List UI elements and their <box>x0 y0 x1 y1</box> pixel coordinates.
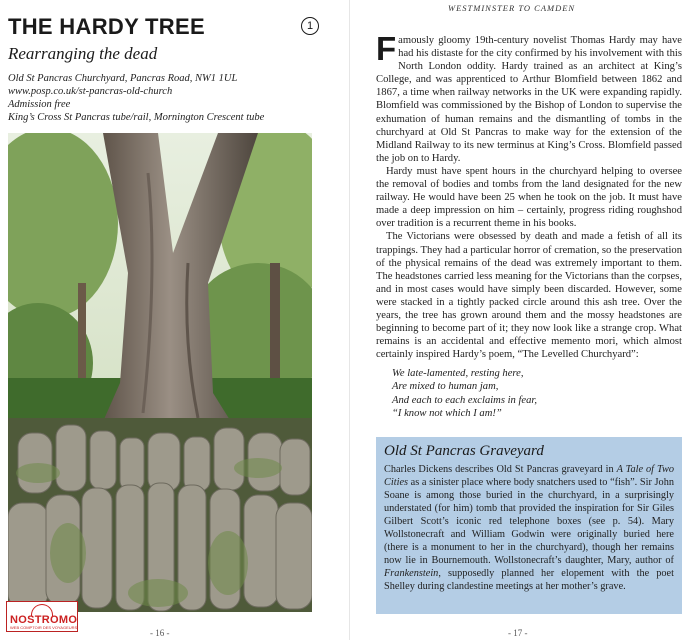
page-number-left: - 16 - <box>150 628 170 638</box>
info-transport: King’s Cross St Pancras tube/rail, Mornington Crescent tube <box>8 112 265 123</box>
drop-cap: F <box>376 30 397 67</box>
logo-name: NOSTROMO <box>10 614 78 626</box>
paragraph-1 <box>376 30 682 165</box>
sidebar-title: Old St Pancras Graveyard <box>384 443 544 459</box>
paragraph-1-text: amously gloomy 19th-century novelist Thomas Hardy may have had his distaste for the city confirmed by his involvement with this North London oddity. Hardy trained as an architect at King’s College, and was apprenticed to Arthur Blomfield between 1862 and 1867, a time when railway networks in the UK were expanding rapidly. Blomfield was commissioned by the Bishop of London to supervise the exhumation of human remains and the dismantling of tombs in the churchyard at Old St Pancras to make way for the extension of the Midland Railway to its new terminus at King’s Cross. Blomfield passed the job on to Hardy. <box>376 35 682 164</box>
poem-line: And each to each exclaims in fear, <box>392 394 538 406</box>
info-address: Old St Pancras Churchyard, Pancras Road, NW1 1UL <box>8 73 238 84</box>
sidebar-text-part: as a sinister place where body snatchers used to “fish”. Sir John Soane is among those buried in the churchyard, in a surprisingly understated (for him) tomb that provided the inspiration for Sir Giles Gilbert Scott’s iconic red telephone boxes (see p. 54). Mary Wollstonecraft and William Godwin were originally buried here (there is a monument to her in the churchyard), though her remains now lie in Bournemouth. Wollstonecraft’s daughter, Mary, author of <box>384 477 674 566</box>
book-title-tale-of-two-cities: A Tale of Two Cities <box>384 464 674 488</box>
chapter-number-badge: 1 <box>301 17 319 35</box>
sidebar-text-part: Charles Dickens describes Old St Pancras graveyard in <box>384 464 617 475</box>
poem-line: “I know not which I am!” <box>392 407 502 419</box>
poem-quote <box>392 367 682 419</box>
info-website: www.posp.co.uk/st-pancras-old-church <box>8 86 173 97</box>
info-admission: Admission free <box>8 99 71 110</box>
nostromo-logo <box>6 601 78 632</box>
paragraph-3: The Victorians were obsessed by death and made a fetish of all its trappings. They had a particular horror of cremation, so the preservation of the physical remains of the dead was extremely important to them. The headstones carried less meaning for the Victorians than the corpses, and in most cases would have simply been discarded. However, some were stacked in a tightly packed circle around this ash tree. Over the years, the tree has grown around them and the mossy headstones are beginning to become part of it; they now look like a strange crop. What remains is an accidental and effective memento mori, which almost certainly inspired Hardy’s poem, “The Levelled Churchyard”: <box>376 231 682 361</box>
sidebar-text <box>384 463 674 593</box>
article-body <box>376 30 682 420</box>
sidebar-text-part: , supposedly planned her elopement with the poet Shelley during clandestine meetings at her mother’s grave. <box>384 568 674 592</box>
poem-line: We late-lamented, resting here, <box>392 368 524 380</box>
visitor-info <box>8 72 264 124</box>
hardy-tree-photo <box>8 133 312 612</box>
page-subtitle: Rearranging the dead <box>8 44 158 63</box>
paragraph-2: Hardy must have spent hours in the churchyard helping to oversee the removal of bodies and tombs from the land designated for the new railway. He would have been 25 when he took on the job. It must have made a deep impression on him – certainly, progress riding roughshod over tradition is a recurrent theme in his books. <box>376 165 682 230</box>
page-title: THE HARDY TREE <box>8 14 205 39</box>
poem-line: Are mixed to human jam, <box>392 381 499 393</box>
hardy-tree-illustration <box>8 133 312 612</box>
page-number-right: - 17 - <box>508 628 528 638</box>
logo-tagline: WEB COMPTOIR DES VOYAGEURS <box>10 625 78 630</box>
sidebar-box <box>376 437 682 614</box>
running-head: WESTMINSTER TO CAMDEN <box>448 3 576 13</box>
book-title-frankenstein: Frankenstein <box>384 568 439 579</box>
